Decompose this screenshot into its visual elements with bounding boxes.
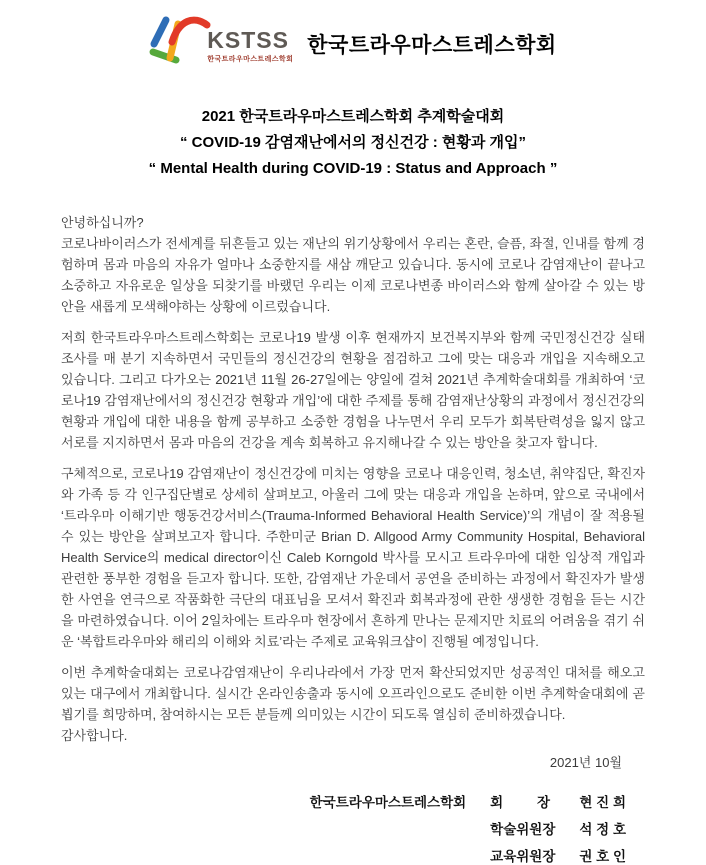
kstss-logo — [149, 12, 293, 70]
letter-body — [61, 212, 645, 746]
signature-spacer-1 — [310, 818, 467, 838]
signature-role-3: 교육위원장 — [490, 849, 556, 864]
logo-stroke-blue — [154, 20, 166, 44]
closing-line: 감사합니다. — [61, 728, 128, 743]
logo-text — [207, 28, 293, 63]
paragraph-2: 저희 한국트라우마스트레스학회는 코로나19 발생 이후 현재까지 보건복지부와 함께 국민정신건강 실태조사를 매 분기 지속하면서 국민들의 정신건강의 현황을 점검하고 그에 맞는 대응과 개입을 지속해오고 있습니다. 그리고 다가오는 2021년 11월 26-27일에는 양일에 걸쳐 2021년 추계학술대회를 개최하여 ‘코로나19 감염재난에서의 정신건강 현황과 개입’에 대한 주제를 통해 감염재난상황의 과정에서 정신건강의 현황과 개입에 대한 내용을 함께 공부하고 소중한 경험을 나누면서 우리 모두가 회복탄력성을 잃지 않고 서로를 지지하면서 몸과 마음의 건강을 계속 회복하고 유지해나갈 수 있는 방안을 찾고자 합니다. — [61, 330, 645, 450]
organization-name: 한국트라우마스트레스학회 — [307, 34, 557, 57]
conference-title-line2-korean: “ COVID-19 감염재난에서의 정신건강 : 현황과 개입” — [179, 134, 527, 151]
signature-role-2: 학술위원장 — [490, 822, 556, 837]
paragraph-1: 코로나바이러스가 전세계를 뒤흔들고 있는 재난의 위기상황에서 우리는 혼란, 슬픔, 좌절, 인내를 함께 경험하며 몸과 마음의 자유가 얼마나 소중한지를 새삼 깨닫고 있습니다. 동시에 코로나 감염재난이 끝나고 소중하고 자유로운 일상을 되찾기를 바랬던 우리는 이제 코로나변종 바이러스와 함께 살아갈 수 있는 방안을 새롭게 모색해야하는 상황에 이르렀습니다. — [61, 236, 645, 314]
date-line: 2021년 10월 — [549, 755, 622, 770]
logo-acronym: KSTSS — [207, 27, 289, 54]
greeting-line: 안녕하십니까? — [61, 215, 144, 230]
letterhead — [0, 0, 706, 70]
signature-name-2: 석 정 호 — [579, 822, 626, 837]
kstss-logo-icon — [149, 12, 211, 70]
paragraph-3: 구체적으로, 코로나19 감염재난이 정신건강에 미치는 영향을 코로나 대응인력, 청소년, 취약집단, 확진자와 가족 등 각 인구집단별로 상세히 살펴보고, 아울러 그에 맞는 대응과 개입을 논하며, 앞으로 국내에서 ‘트라우마 이해기반 행동건강서비스(Trauma-Informed Behavioral Health Service)’의 개념이 잘 적용될 수 있는 방안을 살펴보고자 합니다. 주한미군 Brian D. Allgood Army Community Hospital, Behavioral Health Service의 medical director이신 Caleb Korngold 박사를 모시고 트라우마에 대한 임상적 개입과 관련한 풍부한 경험을 듣고자 합니다. 또한, 감염재난 가운데서 공연을 준비하는 과정에서 확진자가 발생한 사연을 연극으로 작품화한 극단의 대표님을 모셔서 확진과 회복과정에 관한 생생한 경험을 듣는 시간을 마련하였습니다. 이어 2일차에는 트라우마 현장에서 흔하게 만나는 문제지만 치료의 어려움을 겪기 쉬운 ‘복합트라우마와 해리의 이해와 치료’라는 주제로 교육워크샵이 진행될 예정입니다. — [61, 466, 645, 649]
paragraph-4: 이번 추계학술대회는 코로나감염재난이 우리나라에서 가장 먼저 확산되었지만 성공적인 대처를 해오고있는 대구에서 개최합니다. 실시간 온라인송출과 동시에 오프라인으로도 준비한 이번 추계학술대회에 곧 뵙기를 희망하며, 참여하시는 모든 분들께 의미있는 시간이 되도록 열심히 준비하겠습니다. — [61, 665, 645, 722]
conference-title-line1: 2021 한국트라우마스트레스학회 추계학술대회 — [201, 108, 505, 125]
conference-title-block — [0, 104, 706, 182]
signature-name-3: 권 호 인 — [579, 849, 626, 864]
logo-subtext: 한국트라우마스트레스학회 — [207, 55, 294, 63]
signature-block — [310, 791, 626, 865]
signature-name-1: 현 진 희 — [579, 795, 626, 810]
signature-spacer-2 — [310, 845, 467, 865]
signature-org: 한국트라우마스트레스학회 — [309, 795, 467, 810]
signature-role-1: 회 장 — [490, 795, 550, 810]
conference-title-line3-english: “ Mental Health during COVID-19 : Status and Approach ” — [148, 160, 558, 177]
